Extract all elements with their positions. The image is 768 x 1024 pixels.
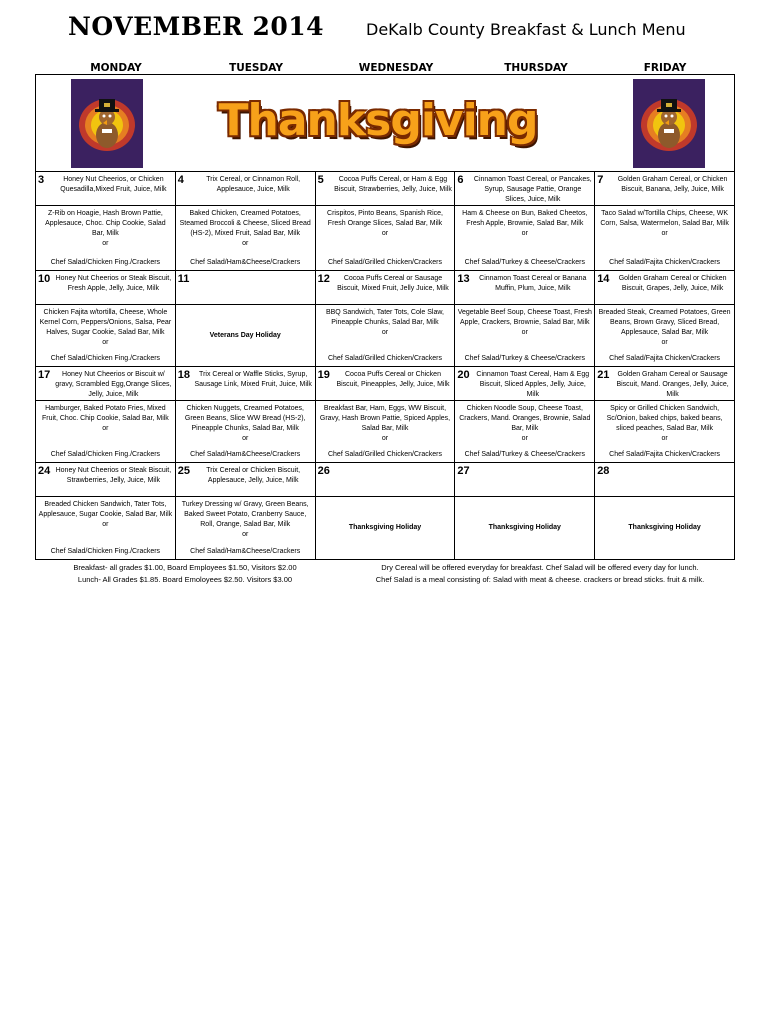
breakfast-items [316,463,455,466]
breakfast-items: Cinnamon Toast Cereal or Banana Muffin, Plum, Juice, Milk [479,275,587,292]
lunch-alternative: Chef Salad/Grilled Chicken/Crackers [327,451,442,458]
day-header-tuesday: TUESDAY [229,62,283,74]
breakfast-row [36,172,735,206]
breakfast-cell [175,367,315,401]
holiday-label: Veterans Day Holiday [175,305,315,367]
breakfast-row [36,271,735,305]
day-header-monday: MONDAY [90,62,142,74]
lunch-items: BBQ Sandwich, Tater Tots, Cole Slaw, Pineapple Chunks, Salad Bar, Milk or [325,309,444,336]
day-number: 21 [597,369,610,381]
lunch-items: Turkey Dressing w/ Gravy, Green Beans, Baked Sweet Potato, Cranberry Sauce, Roll, Orange, Salad Bar, Milk or [181,501,309,538]
lunch-alternative: Chef Salad/Fajita Chicken/Crackers [609,451,721,458]
lunch-row [36,497,735,560]
breakfast-cell [595,172,735,206]
holiday-label: Thanksgiving Holiday [455,497,595,560]
lunch-row [36,206,735,271]
breakfast-items: Golden Graham Cereal, or Chicken Biscuit, Banana, Jelly, Juice, Milk [617,176,728,193]
breakfast-cell [315,463,455,497]
lunch-alternative: Chef Salad/Turkey & Cheese/Crackers [464,259,585,266]
lunch-cell [595,206,735,271]
lunch-cell [36,497,176,560]
lunch-cell [455,305,595,367]
breakfast-items: Honey Nut Cheerios or Steak Biscuit, Fresh Apple, Jelly, Juice, Milk [55,275,172,292]
lunch-cell [315,401,455,463]
lunch-alternative: Chef Salad/Ham&Cheese/Crackers [190,259,301,266]
breakfast-items: Golden Graham Cereal or Sausage Biscuit, Mand. Oranges, Jelly, Juice, Milk [616,371,729,398]
lunch-items: Ham & Cheese on Bun, Baked Cheetos, Fresh Apple, Brownie, Salad Bar, Milk or [462,210,588,237]
lunch-cell [36,305,176,367]
breakfast-items [176,271,315,274]
lunch-row [36,401,735,463]
chef-salad-note [330,562,750,586]
breakfast-items: Cinnamon Toast Cereal, Ham & Egg Biscuit, Sliced Apples, Jelly, Juice, Milk [476,371,590,398]
lunch-cell [36,206,176,271]
lunch-alternative: Chef Salad/Chicken Fing./Crackers [50,259,161,266]
lunch-cell [455,206,595,271]
lunch-alternative: Chef Salad/Chicken Fing./Crackers [50,451,161,458]
day-number: 7 [597,174,604,186]
breakfast-prices: Breakfast- all grades $1.00, Board Employees $1.50, Visitors $2.00 [73,563,297,572]
lunch-items: Spicy or Grilled Chicken Sandwich, Sc/Onion, baked chips, baked beans, sliced peaches, Salad Bar, Milk or [606,405,723,442]
breakfast-items: Trix Cereal or Chicken Biscuit, Applesauce, Jelly, Juice, Milk [206,467,301,484]
day-number: 11 [177,273,190,285]
day-number: 18 [177,369,191,381]
breakfast-cell [175,271,315,305]
breakfast-cell [455,172,595,206]
breakfast-items: Golden Graham Cereal or Chicken Biscuit, Grapes, Jelly, Juice, Milk [618,275,727,292]
lunch-items: Hamburger, Baked Potato Fries, Mixed Fruit, Choc. Chip Cookie, Salad Bar, Milk or [41,405,169,432]
day-number: 10 [38,273,51,285]
breakfast-cell [36,367,176,401]
day-header-thursday: THURSDAY [504,62,568,74]
breakfast-items: Honey Nut Cheerios or Steak Biscuit, Strawberries, Jelly, Juice, Milk [55,467,172,484]
thanksgiving-banner [218,90,538,150]
breakfast-cell [595,271,735,305]
breakfast-items: Cocoa Puffs Cereal, or Ham & Egg Biscuit, Strawberries, Jelly, Juice, Milk [334,176,452,193]
day-number: 20 [457,369,470,381]
lunch-items: Breaded Chicken Sandwich, Tater Tots, Applesauce, Sugar Cookie, Salad Bar, Milk or [38,501,173,528]
holiday-label: Thanksgiving Holiday [315,497,455,560]
lunch-cell [315,206,455,271]
turkey-pilgrim-image-left [71,79,143,168]
breakfast-items [455,463,594,466]
breakfast-cell [315,367,455,401]
lunch-alternative: Chef Salad/Fajita Chicken/Crackers [609,355,721,362]
lunch-cell [315,305,455,367]
day-number: 25 [177,465,191,477]
lunch-items: Breaded Steak, Creamed Potatoes, Green Beans, Brown Gravy, Sliced Bread, Applesauce, Salad Bar, Milk or [598,309,731,346]
breakfast-items: Trix Cereal, or Cinnamon Roll, Applesauce, Juice, Milk [206,176,301,193]
day-number: 3 [38,174,45,186]
breakfast-cell [175,463,315,497]
day-number: 5 [317,174,324,186]
lunch-items: Crispitos, Pinto Beans, Spanish Rice, Fresh Orange Slices, Salad Bar, Milk or [327,210,443,237]
lunch-prices: Lunch- All Grades $1.85. Board Emoloyees $2.50. Visitors $3.00 [77,575,293,584]
breakfast-items: Cocoa Puffs Cereal or Sausage Biscuit, Mixed Fruit, Jelly Juice, Milk [337,275,449,292]
lunch-items: Taco Salad w/Tortilla Chips, Cheese, WK Corn, Salsa, Watermelon, Salad Bar, Milk or [600,210,729,237]
day-number: 26 [317,465,330,477]
breakfast-cell [595,367,735,401]
breakfast-items [595,463,734,466]
menu-title: DeKalb County Breakfast & Lunch Menu [366,20,686,39]
breakfast-items: Cocoa Puffs Cereal or Chicken Biscuit, Pineapples, Jelly, Juice, Milk [336,371,450,388]
lunch-items: Chicken Fajita w/tortilla, Cheese, Whole Kernel Corn, Peppers/Onions, Salsa, Pear Halves, Sugar Cookie, Salad Bar, Milk or [39,309,172,346]
breakfast-cell [455,367,595,401]
day-number: 4 [177,174,184,186]
lunch-alternative: Chef Salad/Grilled Chicken/Crackers [327,355,442,362]
day-number: 14 [597,273,610,285]
lunch-cell [36,401,176,463]
day-number: 28 [597,465,610,477]
day-number: 27 [457,465,470,477]
day-number: 6 [457,174,464,186]
breakfast-items: Honey Nut Cheerios or Biscuit w/ gravy, Scrambled Egg,Orange Slices, Jelly, Juice, Milk [55,371,172,398]
lunch-alternative: Chef Salad/Fajita Chicken/Crackers [609,259,721,266]
lunch-cell [175,497,315,560]
breakfast-cell [315,271,455,305]
breakfast-items: Trix Cereal or Waffle Sticks, Syrup, Sausage Link, Mixed Fruit, Juice, Milk [194,371,312,388]
day-number: 12 [317,273,330,285]
lunch-alternative: Chef Salad/Grilled Chicken/Crackers [327,259,442,266]
breakfast-cell [175,172,315,206]
lunch-items: Vegetable Beef Soup, Cheese Toast, Fresh Apple, Crackers, Brownie, Salad Bar, Milk or [457,309,592,336]
day-number: 17 [38,369,51,381]
lunch-alternative: Chef Salad/Turkey & Cheese/Crackers [464,451,585,458]
breakfast-cell [36,172,176,206]
lunch-cell [595,401,735,463]
lunch-cell [455,401,595,463]
day-header-friday: FRIDAY [643,62,687,74]
breakfast-row [36,463,735,497]
lunch-items: Z-Rib on Hoagie, Hash Brown Pattie, Applesauce, Choc. Chip Cookie, Salad Bar, Milk or [45,210,166,247]
lunch-cell [595,305,735,367]
breakfast-items: Honey Nut Cheerios, or Chicken Quesadilla,Mixed Fruit, Juice, Milk [60,176,167,193]
lunch-cell [175,401,315,463]
lunch-items: Chicken Nuggets, Creamed Potatoes, Green Beans, Slice WW Bread (HS-2), Pineapple Chunks, Salad Bar, Milk or [184,405,306,442]
lunch-alternative: Chef Salad/Ham&Cheese/Crackers [190,451,301,458]
lunch-alternative: Chef Salad/Chicken Fing./Crackers [50,355,161,362]
lunch-cell [175,206,315,271]
lunch-row [36,305,735,367]
breakfast-cell [315,172,455,206]
day-header-wednesday: WEDNESDAY [358,62,434,74]
lunch-alternative: Chef Salad/Turkey & Cheese/Crackers [464,355,585,362]
day-number: 19 [317,369,330,381]
holiday-label: Thanksgiving Holiday [595,497,735,560]
breakfast-items: Cinnamon Toast Cereal, or Pancakes, Syrup, Sausage Pattie, Orange Slices, Juice, Milk [473,176,592,203]
breakfast-cell [595,463,735,497]
day-number: 24 [38,465,51,477]
breakfast-row [36,367,735,401]
breakfast-cell [455,271,595,305]
thanksgiving-banner-text: Thanksgiving [218,94,538,146]
prices-note [35,562,335,586]
lunch-items: Breakfast Bar, Ham, Eggs, WW Biscuit, Gravy, Hash Brown Pattie, Spiced Apples, Salad Bar, Milk or [319,405,451,442]
breakfast-cell [36,271,176,305]
turkey-pilgrim-image-right [633,79,705,168]
menu-month-title: NOVEMBER 2014 [68,12,325,41]
dry-cereal-note: Dry Cereal will be offered everyday for breakfast. Chef Salad will be offered every day for lunch. [381,563,699,572]
lunch-alternative: Chef Salad/Ham&Cheese/Crackers [190,548,301,555]
breakfast-cell [455,463,595,497]
chef-salad-description: Chef Salad is a meal consisting of: Salad with meat & cheese. crackers or bread sticks. fruit & milk. [375,575,705,584]
lunch-items: Baked Chicken, Creamed Potatoes, Steamed Broccoli & Cheese, Sliced Bread (HS-2), Mixed Fruit, Salad Bar, Milk or [179,210,311,247]
lunch-items: Chicken Noodle Soup, Cheese Toast, Crackers, Mand. Oranges, Brownie, Salad Bar, Milk or [459,405,591,442]
lunch-alternative: Chef Salad/Chicken Fing./Crackers [50,548,161,555]
breakfast-cell [36,463,176,497]
day-number: 13 [457,273,470,285]
